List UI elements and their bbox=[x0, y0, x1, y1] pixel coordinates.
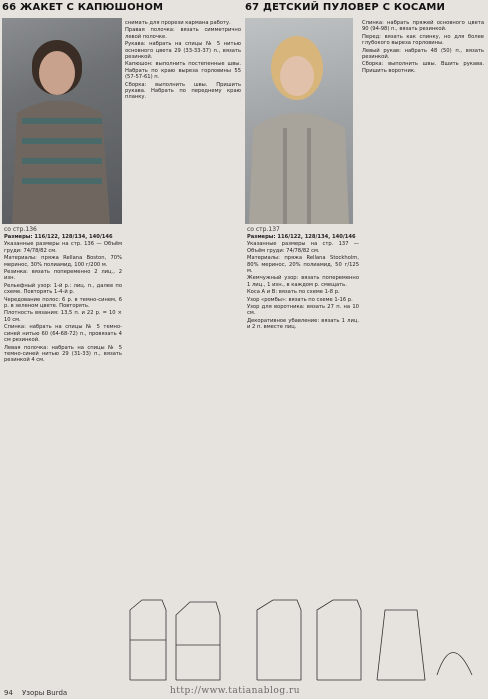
left-pattern-diagram bbox=[120, 590, 240, 685]
left-col1-p4: Чередование полос: 6 р. в темно-синем, 6 р. в зеленом цвете. Повторять. bbox=[4, 296, 122, 310]
left-photo-child-jacket bbox=[2, 18, 122, 224]
left-col1-p7: Левая полочка: набрать на спицы № 5 темно-синей нитью 29 (31-33) п., вязать резинкой 4 см. bbox=[4, 344, 122, 364]
website-watermark: http://www.tatianablog.ru bbox=[170, 686, 301, 696]
left-col1-p6: Спинка: набрать на спицы № 5 темно-синей нитью 60 (64-68-72) п., провязать 4 см резинкой. bbox=[4, 324, 122, 344]
magazine-name: Узоры Burda bbox=[22, 689, 68, 697]
left-page-col2 bbox=[125, 20, 241, 590]
right-photo-child-pullover bbox=[245, 18, 353, 224]
right-pattern-diagram bbox=[247, 590, 483, 685]
right-col1-p4: Узор «ромбы»: вязать по схеме 1-16 р. bbox=[247, 296, 353, 303]
right-col1-p2: Жемчужный узор: вязать попеременно 1 лиц., 1 изн., в каждом р. смещать. bbox=[247, 275, 359, 288]
left-col1-p2: Резинка: вязать попеременно 2 лиц., 2 изн. bbox=[4, 269, 122, 282]
right-col1-p0: Указанные размеры на стр. 137 — Объём груди: 74/78/82 см. bbox=[247, 241, 359, 254]
left-col2-p3: Капюшон: выполнить постепенные швы. Набрать по краю выреза горловины 55 (57-57-61) п. bbox=[125, 61, 241, 81]
right-col1-p6: Декоративное убавление: вязать 1 лиц. и 2 п. вместе лиц. bbox=[247, 317, 359, 331]
left-col2-p4: Сборка: выполнить швы. Пришить рукава. Набрать по переднему краю планку. bbox=[125, 81, 241, 101]
right-sizes: Размеры: 116/122, 128/134, 140/146 bbox=[247, 234, 356, 240]
right-col1-p3: Коса А и В: вязать по схеме 1-8 р. bbox=[247, 289, 340, 296]
right-col1-p5: Узор для воротника: вязать 27 п. на 10 см. bbox=[247, 304, 359, 317]
left-sizes: Размеры: 116/122, 128/134, 140/146 bbox=[4, 234, 113, 240]
left-photo-caption: со стр.136 bbox=[4, 226, 37, 233]
page-number: 94 bbox=[4, 689, 13, 697]
right-page-col2 bbox=[362, 20, 484, 590]
left-col2-p2: Рукава: набрать на спицы № 5 нитью основного цвета 29 (33-33-37) п., вязать резинкой. bbox=[125, 41, 241, 61]
left-col1-p0: Указанные размеры на стр. 136 — Объём груди: 74/78/82 см. bbox=[4, 241, 122, 254]
left-col1-p1: Материалы: пряжа Rellana Boston, 70% меринос, 30% полиамид, 100 г/200 м. bbox=[4, 255, 122, 268]
right-page-col1 bbox=[247, 234, 359, 434]
left-col1-p5: Плотность вязания: 13,5 п. и 22 р. = 10 × 10 см. bbox=[4, 310, 122, 323]
right-col2-p2: Левый рукав: набрать 48 (50) п., вязать резинкой. bbox=[362, 47, 484, 61]
left-page-sizes-col bbox=[4, 234, 122, 434]
right-col2-p3: Сборка: выполнить швы. Вшить рукава. Пришить воротник. bbox=[362, 61, 484, 74]
left-col1-p3: Рельефный узор: 1-й р.: лиц. п., далее по схеме. Повторять 1-4-й р. bbox=[4, 282, 122, 296]
right-photo-caption: со стр.137 bbox=[247, 226, 280, 233]
left-col2-p0: снимать для прорези кармана работу. bbox=[125, 20, 231, 26]
right-col2-p0: Спинка: набрать пряжей основного цвета 90 (94-98) п., вязать резинкой. bbox=[362, 20, 484, 33]
left-col2-p1: Правая полочка: вязать симметрично левой полочке. bbox=[125, 27, 241, 40]
right-page-header: 67 ДЕТСКИЙ ПУЛОВЕР С КОСАМИ bbox=[245, 2, 446, 13]
right-col2-p1: Перед: вязать как спинку, но для более глубокого выреза горловины. bbox=[362, 33, 484, 47]
right-col1-p1: Материалы: пряжа Rellana Stockholm, 80% меринос, 20% полиамид, 50 г/125 м. bbox=[247, 255, 359, 275]
left-page-header: 66 ЖАКЕТ С КАПЮШОНОМ bbox=[2, 2, 164, 13]
